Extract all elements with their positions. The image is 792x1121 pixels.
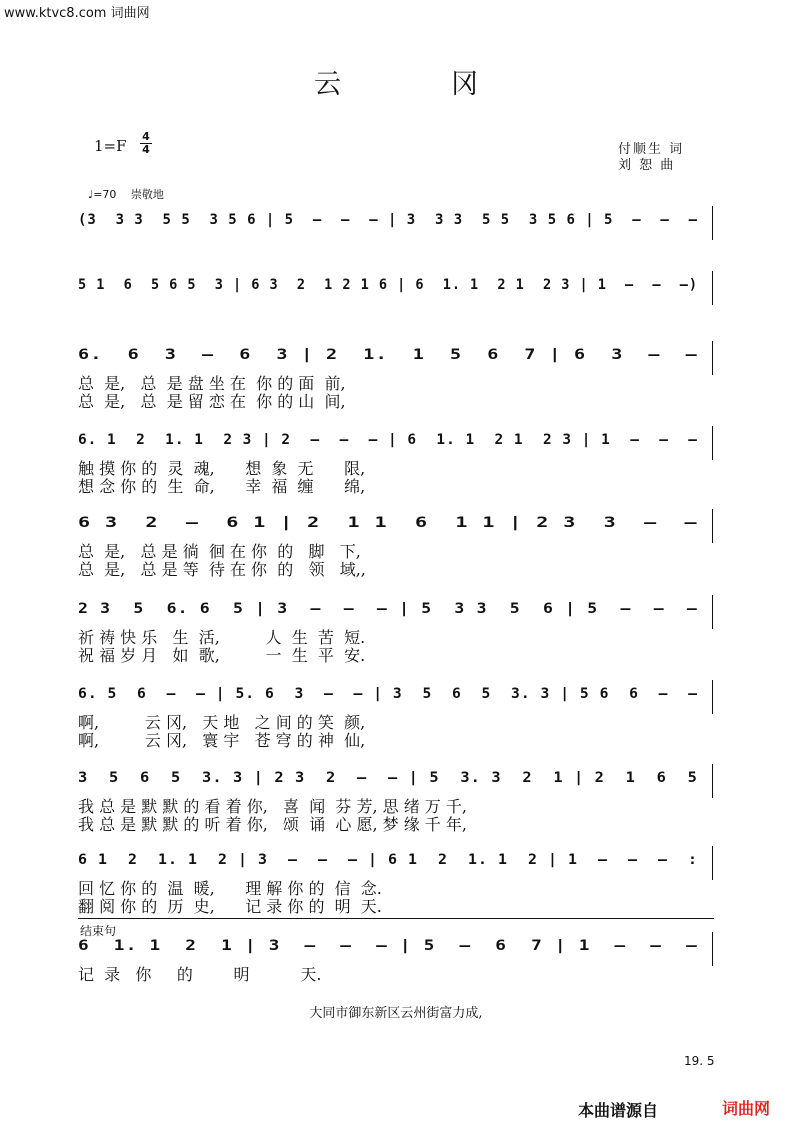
score-line — [78, 938, 714, 984]
notation-text: 3 5 6 5 3. 3 | 2 3 2 – – | 5 3. 3 2 1 | 2 1 6 5 — [78, 770, 698, 786]
score-line — [78, 212, 714, 232]
page-number: 19. 5 — [684, 1054, 715, 1068]
time-signature — [140, 131, 152, 156]
lyric-verse-1: 啊, 云 冈, 天 地 之 间 的 笑 颜, — [78, 713, 366, 732]
notation-row — [78, 686, 714, 706]
notation-row — [78, 277, 714, 297]
key-signature: 1=F — [94, 137, 127, 155]
lyric-verse-2: 想 念 你 的 生 命, 幸 福 缠 绵, — [78, 477, 366, 496]
barline — [712, 206, 713, 240]
notation-row — [78, 601, 714, 621]
score-line — [78, 277, 714, 297]
ending-bracket — [78, 918, 714, 919]
ending-label: 结束句 — [80, 924, 117, 938]
lyric-verse-1: 回 忆 你 的 温 暖, 理 解 你 的 信 念. — [78, 879, 382, 898]
score-line — [78, 432, 714, 496]
barline — [712, 764, 713, 798]
barline — [712, 846, 713, 880]
score-line — [78, 515, 714, 579]
lyric-verse-1: 记 录 你 的 明 天. — [78, 965, 322, 984]
notation-row — [78, 432, 714, 452]
notation-row — [78, 938, 714, 958]
time-signature-bottom: 4 — [142, 143, 150, 156]
time-signature-top: 4 — [140, 131, 152, 144]
lyricist-credit: 付顺生 词 — [618, 142, 685, 157]
notation-text: (3 3 3 5 5 3 5 6 | 5 – – – | 3 3 3 5 5 3 5 6 | 5 – – – — [78, 212, 698, 228]
site-watermark: www.ktvc8.com 词曲网 — [4, 6, 150, 21]
barline — [712, 341, 713, 375]
lyric-verse-2: 翻 阅 你 的 历 史, 记 录 你 的 明 天. — [78, 897, 382, 916]
notation-text: 6 1 2 1. 1 2 | 3 – – – | 6 1 2 1. 1 2 | 1 – – – : — [78, 852, 698, 868]
lyric-verse-2: 总 是, 总 是 等 待 在 你 的 领 域,, — [78, 560, 366, 579]
notation-row — [78, 852, 714, 872]
footer-note: 大同市御东新区云州街富力成, — [309, 1006, 483, 1021]
barline — [712, 595, 713, 629]
song-title: 云冈 — [314, 69, 588, 100]
lyric-verse-1: 祈 祷 快 乐 生 活, 人 生 苦 短. — [78, 628, 366, 647]
score-line — [78, 686, 714, 750]
lyric-verse-2: 我 总 是 默 默 的 听 着 你, 颂 诵 心 愿, 梦 缘 千 年, — [78, 815, 467, 834]
notation-text: 6 3 2 – 6 1 | 2 1 1 6 1 1 | 2 3 3 – – — [78, 515, 698, 531]
notation-row — [78, 515, 714, 535]
barline — [712, 271, 713, 305]
notation-row — [78, 770, 714, 790]
barline — [712, 509, 713, 543]
notation-text: 6 1. 1 2 1 | 3 – – – | 5 – 6 7 | 1 – – – — [78, 938, 698, 954]
notation-text: 6. 5 6 – – | 5. 6 3 – – | 3 5 6 5 3. 3 | 5 6 6 – – — [78, 686, 698, 702]
brand-logo: 词曲网 — [722, 1099, 771, 1118]
composer-credit: 刘 恕 曲 — [618, 158, 676, 173]
notation-text: 6. 1 2 1. 1 2 3 | 2 – – – | 6 1. 1 2 1 2 3 | 1 – – – — [78, 432, 698, 448]
lyric-verse-1: 我 总 是 默 默 的 看 着 你, 喜 闻 芬 芳, 思 绪 万 千, — [78, 797, 467, 816]
notation-row — [78, 347, 714, 367]
barline — [712, 932, 713, 966]
barline — [712, 680, 713, 714]
score-line — [78, 347, 714, 411]
source-label: 本曲谱源自 — [578, 1101, 659, 1120]
score-line — [78, 601, 714, 665]
notation-row — [78, 212, 714, 232]
score-line — [78, 770, 714, 834]
lyric-verse-1: 总 是, 总 是 盘 坐 在 你 的 面 前, — [78, 374, 346, 393]
notation-text: 5 1 6 5 6 5 3 | 6 3 2 1 2 1 6 | 6 1. 1 2 1 2 3 | 1 – – –) — [78, 277, 698, 293]
notation-text: 6. 6 3 – 6 3 | 2 1. 1 5 6 7 | 6 3 – – — [78, 347, 698, 363]
score-line — [78, 852, 714, 916]
notation-text: 2 3 5 6. 6 5 | 3 – – – | 5 3 3 5 6 | 5 – – – — [78, 601, 698, 617]
tempo-marking: ♩=70 崇敬地 — [88, 188, 164, 201]
lyric-verse-2: 啊, 云 冈, 寰 宇 苍 穹 的 神 仙, — [78, 731, 366, 750]
lyric-verse-2: 祝 福 岁 月 如 歌, 一 生 平 安. — [78, 646, 366, 665]
lyric-verse-1: 触 摸 你 的 灵 魂, 想 象 无 限, — [78, 459, 366, 478]
lyric-verse-1: 总 是, 总 是 徜 徊 在 你 的 脚 下, — [78, 542, 361, 561]
lyric-verse-2: 总 是, 总 是 留 恋 在 你 的 山 间, — [78, 392, 346, 411]
barline — [712, 426, 713, 460]
